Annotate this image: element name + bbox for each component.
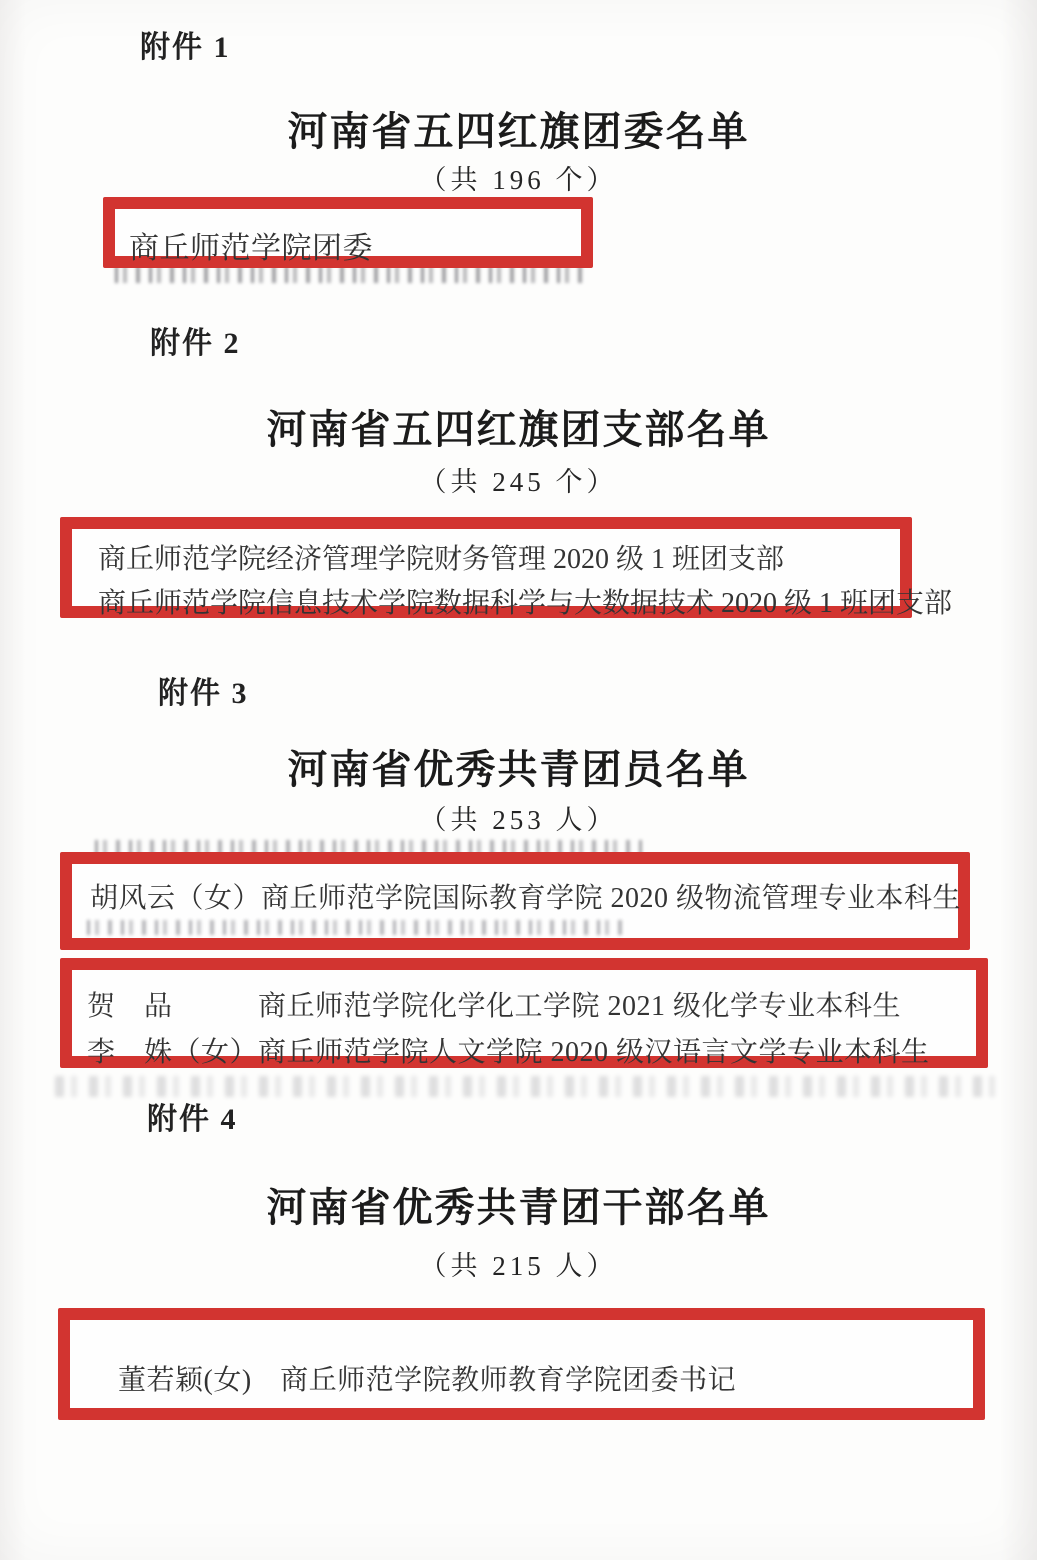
erased-text-row: [87, 920, 625, 935]
attachment-label-1: 附件 1: [140, 31, 231, 64]
section-3-title: 河南省优秀共青团员名单: [287, 747, 750, 792]
erased-text-row: [115, 266, 583, 283]
highlight-box-members-1: [60, 852, 970, 950]
highlight-box-cadre: [58, 1308, 985, 1420]
section-2-title: 河南省五四红旗团支部名单: [266, 407, 771, 452]
awardee-line: 商丘师范学院团委: [129, 232, 373, 265]
highlight-box-committee: [103, 197, 593, 268]
awardee-line: 商丘师范学院经济管理学院财务管理 2020 级 1 班团支部: [98, 544, 785, 575]
section-1-title: 河南省五四红旗团委名单: [287, 109, 750, 154]
section-3-count: （共 253 人）: [419, 805, 618, 835]
attachment-label-3: 附件 3: [158, 677, 249, 710]
highlight-box-branches: [60, 517, 953, 619]
attachment-label-4: 附件 4: [147, 1103, 238, 1136]
awardee-line: 李 姝（女）商丘师范学院人文学院 2020 级汉语言文学专业本科生: [87, 1037, 930, 1068]
awardee-line: 贺 品 商丘师范学院化学化工学院 2021 级化学专业本科生: [87, 991, 902, 1022]
section-2-count: （共 245 个）: [419, 467, 618, 497]
highlight-box-members-2: [60, 958, 988, 1068]
attachment-label-2: 附件 2: [150, 327, 241, 360]
awardee-line: 胡风云（女）商丘师范学院国际教育学院 2020 级物流管理专业本科生: [90, 883, 962, 914]
section-4-title: 河南省优秀共青团干部名单: [266, 1185, 771, 1230]
awardee-line: 董若颖(女) 商丘师范学院教师教育学院团委书记: [118, 1365, 737, 1396]
section-1-count: （共 196 个）: [419, 165, 618, 195]
awardee-line: 商丘师范学院信息技术学院数据科学与大数据技术 2020 级 1 班团支部: [98, 588, 953, 619]
section-4-count: （共 215 人）: [419, 1251, 618, 1281]
